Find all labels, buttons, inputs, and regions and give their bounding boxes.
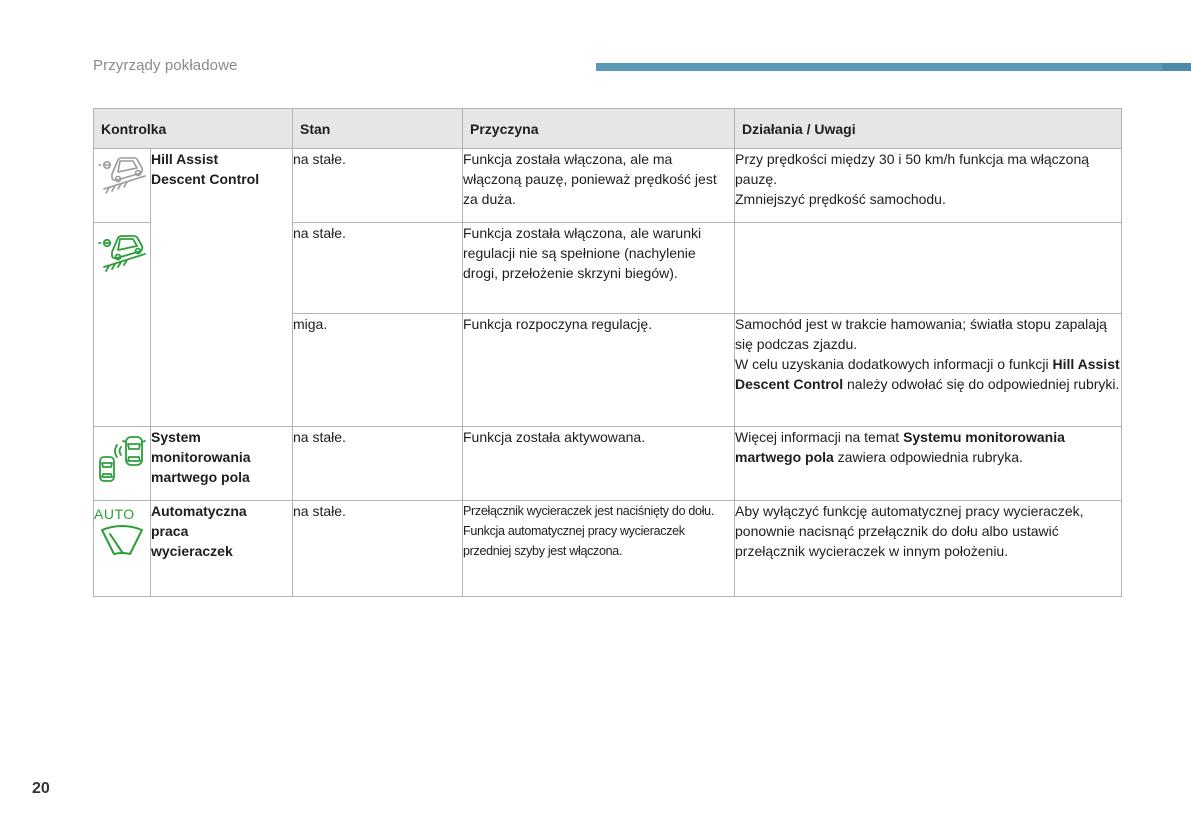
- column-header-kontrolka: Kontrolka: [94, 109, 293, 149]
- cause-line: Funkcja automatycznej pracy wycieraczek przedniej szyby jest włączona.: [463, 524, 685, 558]
- cause-cell: Funkcja została włączona, ale ma włączoną pauzę, ponieważ prędkość jest za duża.: [463, 149, 735, 223]
- hill-descent-grey-icon: [97, 149, 147, 195]
- table-row: [94, 501, 1122, 597]
- state-cell: na stałe.: [293, 223, 463, 314]
- state-cell: na stałe.: [293, 427, 463, 501]
- label-line: Automatyczna: [151, 503, 247, 519]
- action-text: W celu uzyskania dodatkowych informacji o funkcji: [735, 356, 1053, 372]
- action-cell: [735, 427, 1122, 501]
- blind-spot-monitor-icon: [96, 433, 148, 493]
- action-text-bold: Hill Assist Descent Control: [735, 356, 1120, 392]
- label-line: Descent Control: [151, 171, 260, 187]
- action-text: zawiera odpowiednia rubryka.: [833, 449, 1023, 465]
- header-accent-bar-end: [1162, 63, 1191, 71]
- cause-cell: Funkcja została włączona, ale warunki regulacji nie są spełnione (nachylenie drogi, przełożenie skrzyni biegów).: [463, 223, 735, 314]
- action-cell: [735, 223, 1122, 314]
- cause-cell: Funkcja została aktywowana.: [463, 427, 735, 501]
- label-line: wycieraczek: [151, 543, 233, 559]
- table-row: [94, 427, 1122, 501]
- hill-descent-green-icon: [97, 227, 147, 273]
- indicator-cell: [94, 501, 151, 597]
- warning-lights-table: [93, 108, 1122, 597]
- column-header-stan: Stan: [293, 109, 463, 149]
- page-number: 20: [32, 780, 50, 797]
- cause-line: Przełącznik wycieraczek jest naciśnięty do dołu.: [463, 504, 714, 518]
- label-line: monitorowania: [151, 449, 251, 465]
- state-cell: na stałe.: [293, 501, 463, 597]
- action-text: należy odwołać się do odpowiedniej rubryki.: [843, 376, 1120, 392]
- table-row: [94, 149, 1122, 223]
- cause-cell: Funkcja rozpoczyna regulację.: [463, 314, 735, 427]
- action-line: Zmniejszyć prędkość samochodu.: [735, 191, 946, 207]
- indicator-label-auto-wipers: [151, 501, 293, 597]
- indicator-label-blind-spot: [151, 427, 293, 501]
- section-title: Przyrządy pokładowe: [93, 57, 238, 74]
- indicator-cell: [94, 149, 151, 223]
- indicator-cell: [94, 427, 151, 501]
- indicator-label-hill-assist: [151, 149, 293, 427]
- column-header-przyczyna: Przyczyna: [463, 109, 735, 149]
- action-line: Samochód jest w trakcie hamowania; światła stopu zapalają się podczas zjazdu.: [735, 316, 1107, 352]
- auto-indicator-text: AUTO: [94, 506, 135, 522]
- cause-cell: [463, 501, 735, 597]
- label-line: martwego pola: [151, 469, 250, 485]
- table-header-row: [94, 109, 1122, 149]
- label-line: Hill Assist: [151, 151, 219, 167]
- action-line: [735, 354, 1121, 394]
- state-cell: miga.: [293, 314, 463, 427]
- label-line: System: [151, 429, 201, 445]
- action-cell: [735, 314, 1122, 427]
- windscreen-wiper-icon: [98, 522, 146, 558]
- action-text: Więcej informacji na temat: [735, 429, 904, 445]
- action-line: Przy prędkości między 30 i 50 km/h funkcja ma włączoną pauzę.: [735, 151, 1090, 187]
- state-cell: na stałe.: [293, 149, 463, 223]
- action-text-bold: Systemu monitorowania martwego pola: [735, 429, 1065, 465]
- indicator-cell: [94, 223, 151, 427]
- action-cell: [735, 149, 1122, 223]
- column-header-dzialania: Działania / Uwagi: [735, 109, 1122, 149]
- label-line: praca: [151, 523, 189, 539]
- header-accent-bar: [596, 63, 1190, 71]
- action-cell: Aby wyłączyć funkcję automatycznej pracy wycieraczek, ponownie nacisnąć przełącznik do dołu albo ustawić przełącznik wycieraczek w innym położeniu.: [735, 501, 1122, 597]
